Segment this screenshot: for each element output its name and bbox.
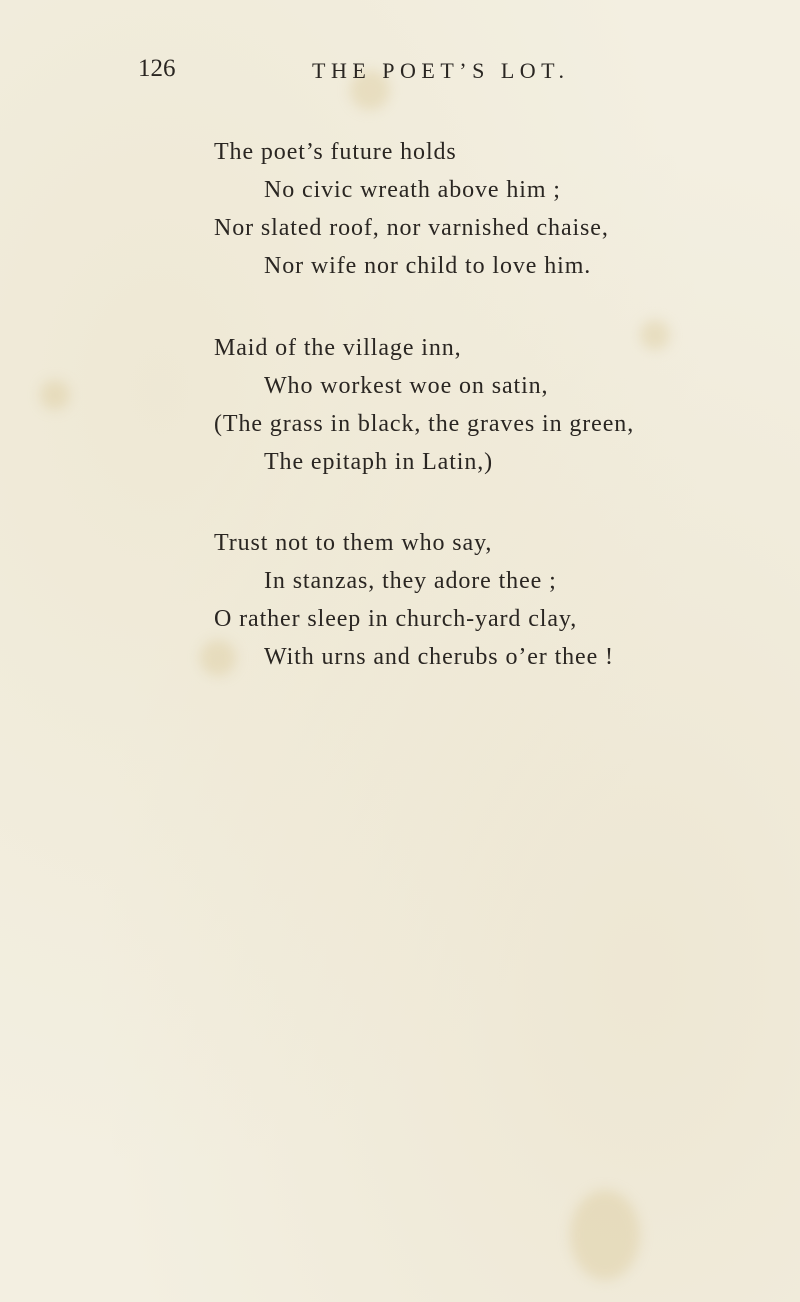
foxing-stain (40, 380, 70, 410)
poem-line: (The grass in black, the graves in green, (214, 411, 635, 437)
poem-line: Maid of the village inn, (214, 335, 462, 361)
foxing-stain (570, 1190, 640, 1280)
foxing-stain (200, 640, 236, 676)
poem-line: The poet’s future holds (214, 139, 457, 165)
poem-line: Trust not to them who say, (214, 530, 493, 556)
poem-line: No civic wreath above him ; (264, 177, 561, 203)
page-number: 126 (138, 55, 176, 82)
poem-line: The epitaph in Latin,) (264, 449, 494, 475)
poem-line: With urns and cherubs o’er thee ! (264, 644, 614, 670)
running-head: THE POET’S LOT. (312, 58, 570, 83)
poem-line: Nor slated roof, nor varnished chaise, (214, 215, 609, 241)
poem-line: Nor wife nor child to love him. (264, 253, 592, 279)
poem-line: O rather sleep in church-yard clay, (214, 606, 578, 632)
poem-line: In stanzas, they adore thee ; (264, 568, 557, 594)
poem-line: Who workest woe on satin, (264, 373, 549, 399)
foxing-stain (640, 320, 670, 350)
